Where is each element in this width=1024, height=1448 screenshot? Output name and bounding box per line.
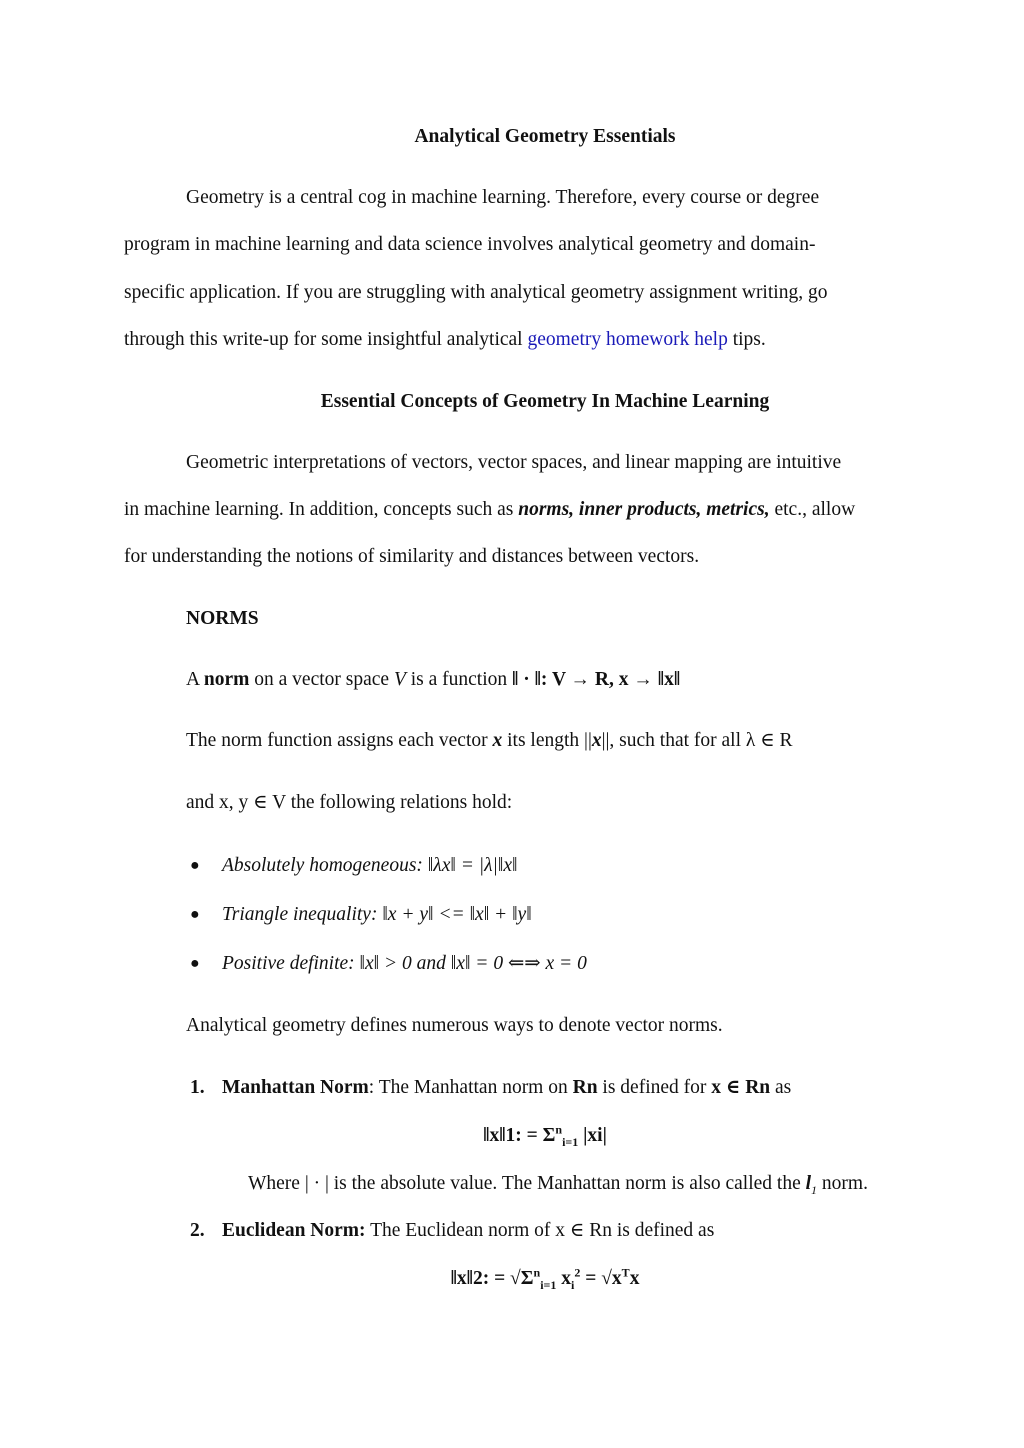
assign-pre: The norm function assigns each vector (186, 730, 493, 751)
norm-space-v: V (393, 669, 406, 690)
bullet-dot: ● (190, 955, 200, 972)
concepts-line-1: Geometric interpretations of vectors, vector spaces, and linear mapping are intuitive (186, 452, 842, 473)
bullet-item-positive-definite (222, 952, 587, 976)
relations-line: and x, y ∈ V the following relations hold: (186, 792, 513, 813)
bullet-label: Positive definite: (222, 953, 355, 974)
manhattan-formula-b: |xi| (578, 1125, 607, 1146)
manhattan-formula-sup: n (555, 1122, 563, 1137)
euclidean-formula (0, 1267, 1024, 1291)
list-number-1: 1. (190, 1077, 205, 1098)
intro-line-1: Geometry is a central cog in machine learning. Therefore, every course or degree (186, 187, 820, 208)
document-title: Analytical Geometry Essentials (414, 126, 676, 147)
manhattan-rn: Rn (572, 1077, 598, 1098)
concepts-line-2-text: in machine learning. In addition, concepts such as (124, 499, 519, 520)
bullet-formula: ‖x‖ > 0 and ‖x‖ = 0 ⇐⇒ x = 0 (354, 953, 587, 974)
manhattan-desc-c: as (770, 1077, 792, 1098)
euclid-formula-sub2: i (571, 1277, 575, 1292)
bullet-formula: ‖λx‖ = |λ|‖x‖ (422, 855, 518, 876)
bullet-item-homogeneous (222, 854, 518, 878)
assign-mid: its length || (502, 730, 592, 751)
euclid-formula-sup: n (533, 1265, 541, 1280)
euclidean-desc: The Euclidean norm of x ∈ Rn is defined as (365, 1220, 715, 1241)
manhattan-formula-a: ‖x‖1: = Σ (483, 1125, 556, 1146)
bullet-item-triangle (222, 903, 532, 927)
geometry-homework-help-link[interactable]: geometry homework help (527, 329, 728, 350)
concepts-line-3: for understanding the notions of similarity and distances between vectors. (124, 546, 700, 567)
assign-x2: x (591, 730, 602, 751)
bullet-formula: ‖x + y‖ <= ‖x‖ + ‖y‖ (377, 904, 532, 925)
where-l: l (805, 1173, 812, 1194)
assign-x: x (492, 730, 503, 751)
bullet-dot: ● (190, 906, 200, 923)
section-heading: Essential Concepts of Geometry In Machine Learning (320, 391, 770, 412)
manhattan-formula (0, 1124, 1024, 1148)
concepts-line-2 (124, 498, 855, 522)
bullet-label: Absolutely homogeneous: (222, 855, 423, 876)
manhattan-x-in-rn: x ∈ Rn (711, 1077, 771, 1098)
norm-def-func: is a function (405, 669, 513, 690)
intro-line-4-tail: tips. (727, 329, 766, 350)
norm-definition (186, 668, 680, 692)
bullet-dot: ● (190, 857, 200, 874)
where-sub: 1 (811, 1182, 818, 1197)
list-number-2: 2. (190, 1220, 205, 1241)
concepts-emphasis: norms, inner products, metrics, (518, 499, 770, 520)
norm-def-a: A (186, 669, 204, 690)
bullet-label: Triangle inequality: (222, 904, 378, 925)
euclid-formula-sup3: T (621, 1265, 630, 1280)
manhattan-desc-b: is defined for (597, 1077, 712, 1098)
euclidean-norm-line (222, 1219, 714, 1243)
manhattan-formula-sub: i=1 (562, 1134, 579, 1149)
euclid-formula-d: x (629, 1268, 640, 1289)
intro-line-2: program in machine learning and data science involves analytical geometry and domain- (124, 234, 816, 255)
assign-post: ||, such that for all λ ∈ R (601, 730, 793, 751)
euclid-formula-c: = √x (580, 1268, 622, 1289)
euclid-formula-a: ‖x‖2: = √Σ (450, 1268, 534, 1289)
intro-line-3: specific application. If you are struggling with analytical geometry assignment writing, go (124, 282, 828, 303)
manhattan-norm-line (222, 1076, 791, 1100)
intro-line-4-text: through this write-up for some insightful analytical (124, 329, 528, 350)
where-b: norm. (817, 1173, 868, 1194)
euclid-formula-sub: i=1 (540, 1277, 557, 1292)
euclid-formula-sup2: 2 (574, 1265, 581, 1280)
manhattan-where-line (248, 1172, 868, 1196)
euclidean-norm-name: Euclidean Norm: (222, 1220, 366, 1241)
norms-heading: NORMS (186, 608, 259, 629)
norm-def-mid: on a vector space (249, 669, 394, 690)
norm-assign-line (186, 729, 793, 753)
intro-line-4 (124, 328, 766, 352)
norm-term: norm (203, 669, 250, 690)
manhattan-norm-name: Manhattan Norm (222, 1077, 369, 1098)
norm-formula: ‖ · ‖: V → R, x → ‖x‖ (512, 669, 681, 690)
manhattan-desc-a: : The Manhattan norm on (368, 1077, 573, 1098)
where-a: Where | · | is the absolute value. The Manhattan norm is also called the (248, 1173, 806, 1194)
norm-ways-line: Analytical geometry defines numerous ways to denote vector norms. (186, 1015, 723, 1036)
euclid-formula-b: x (556, 1268, 571, 1289)
concepts-line-2-tail: etc., allow (769, 499, 856, 520)
